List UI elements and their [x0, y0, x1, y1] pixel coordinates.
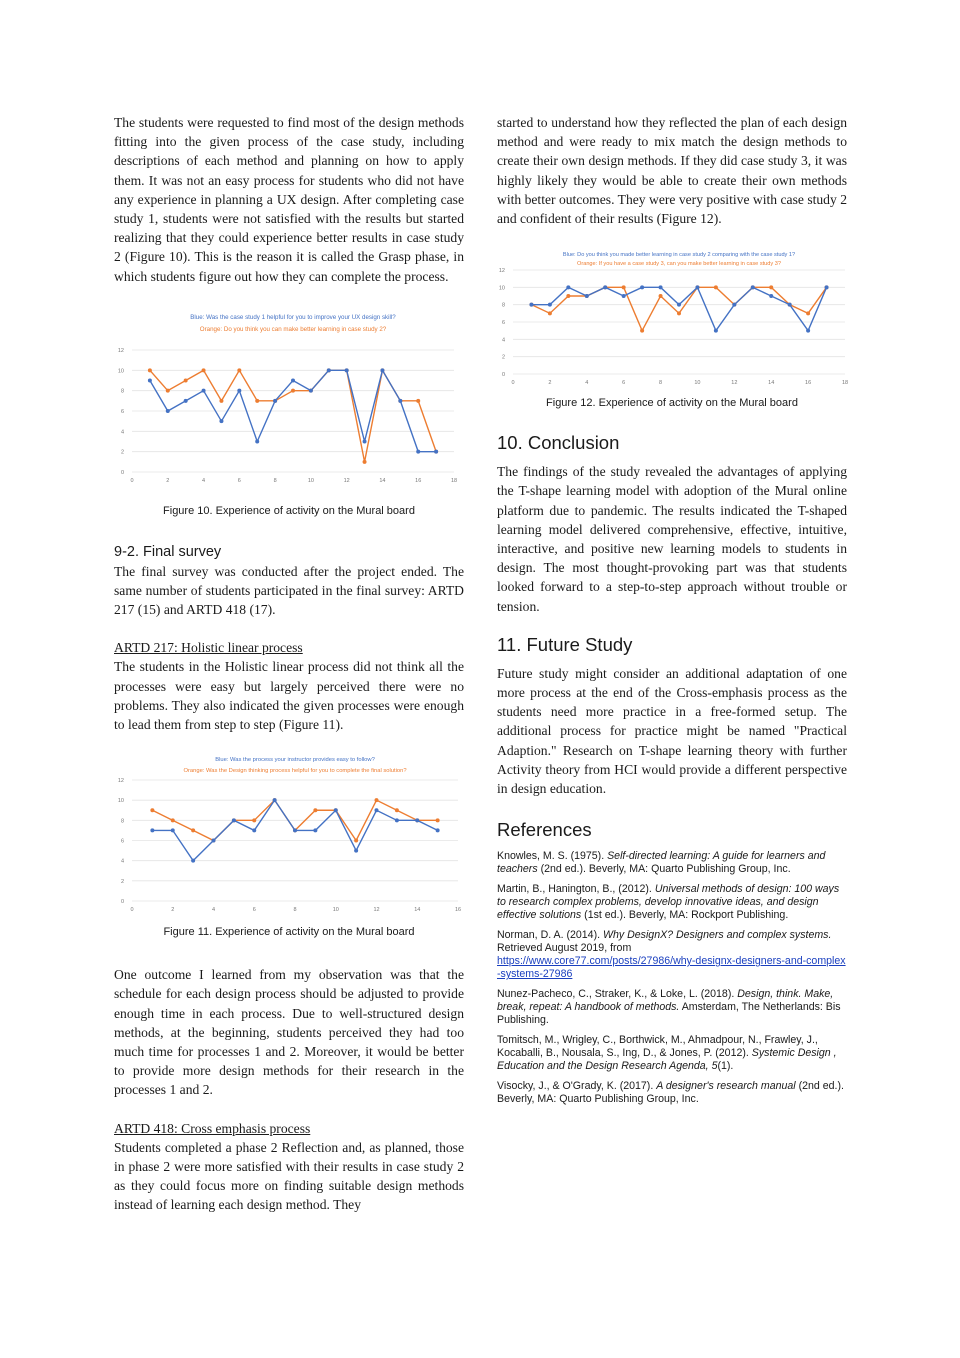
- ref-publisher: Retrieved August 2019, from: [497, 942, 632, 955]
- data-point: [184, 399, 188, 403]
- data-point: [529, 303, 533, 307]
- y-tick-label: 6: [120, 408, 124, 415]
- references-heading: References: [497, 819, 592, 841]
- data-point: [150, 829, 154, 833]
- data-point: [416, 399, 420, 403]
- y-tick-label: 8: [120, 818, 124, 825]
- figure-10-caption: Figure 10. Experience of activity on the Mural board: [163, 504, 415, 517]
- ref-title: Why DesignX? Designers and complex systems.: [602, 929, 832, 942]
- reference-item: [497, 850, 847, 876]
- series-line: [531, 288, 826, 331]
- ref-title: Self-directed learning: A guide for learners and teachers: [497, 850, 826, 876]
- data-point: [309, 388, 313, 392]
- reference-item: [497, 883, 847, 922]
- paragraph: The students in the Holistic linear process did not think all the processes were easy but largely perceived there were no problems. They also indicated the given processes were enough to lead them from step to step (Figure 11).: [114, 659, 464, 733]
- data-point: [395, 809, 399, 813]
- x-tick-label: 14: [768, 380, 775, 387]
- ref-title: A designer's research manual: [656, 1080, 796, 1093]
- y-tick-label: 8: [501, 302, 505, 309]
- chart-title-line: Orange: Do you think you can make better learning in case study 2?: [199, 325, 387, 333]
- paragraph: The students were requested to find most of the design methods fitting into the given process of the case study, including descriptions of each method and planning on how to apply them. It was not an easy process for students who did not have any experience in planning a UX design. After completing case study 1, students were not satisfied with the results but started realizing that they could experience better results in case study 2 (Figure 10). This is the reason it is called the Grasp phase, in which students figure out how they can complete the process.: [114, 115, 464, 284]
- data-point: [184, 378, 188, 382]
- data-point: [363, 439, 367, 443]
- reference-item: [497, 929, 847, 981]
- data-point: [395, 819, 399, 823]
- data-point: [677, 312, 681, 316]
- x-tick-label: 10: [332, 907, 339, 914]
- data-point: [166, 409, 170, 413]
- y-tick-label: 12: [498, 268, 505, 275]
- y-tick-label: 10: [117, 368, 124, 375]
- data-point: [255, 439, 259, 443]
- data-point: [566, 286, 570, 290]
- x-tick-label: 10: [307, 477, 314, 484]
- data-point: [171, 829, 175, 833]
- data-point: [232, 819, 236, 823]
- y-tick-label: 6: [120, 838, 124, 845]
- data-point: [191, 859, 195, 863]
- y-tick-label: 10: [117, 798, 124, 805]
- data-point: [806, 329, 810, 333]
- paragraph: The final survey was conducted after the project ended. The same number of students participated in the final survey: ARTD 217 (15) and ARTD 418 (17).: [114, 563, 464, 618]
- data-point: [714, 329, 718, 333]
- data-point: [416, 449, 420, 453]
- chart-title-line: Orange: If you have a case study 3, can you make better learning in case study 3?: [577, 261, 781, 268]
- data-point: [219, 419, 223, 423]
- data-point: [714, 286, 718, 290]
- data-point: [150, 809, 154, 813]
- x-tick-label: 12: [731, 380, 738, 387]
- x-tick-label: 18: [450, 477, 458, 484]
- data-point: [171, 819, 175, 823]
- ref-publisher: (1).: [717, 1060, 734, 1073]
- figure-10-chart: [114, 302, 464, 502]
- y-tick-label: 0: [501, 372, 505, 379]
- y-tick-label: 10: [498, 285, 505, 292]
- data-point: [640, 286, 644, 290]
- data-point: [148, 368, 152, 372]
- x-tick-label: 4: [585, 380, 589, 387]
- figure-11-chart: [114, 750, 464, 925]
- data-point: [191, 829, 195, 833]
- x-tick-label: 2: [171, 907, 175, 914]
- ref-title: Universal methods of design: 100 ways to research complex problems, develop innovative ideas, and design effective solutions: [497, 883, 840, 922]
- x-tick-label: 6: [622, 380, 626, 387]
- data-point: [566, 294, 570, 298]
- data-point: [769, 294, 773, 298]
- data-point: [659, 286, 663, 290]
- ref-title: Design, think. Make, break, repeat: A handbook of methods.: [497, 988, 834, 1014]
- x-tick-label: 4: [202, 477, 206, 484]
- data-point: [327, 368, 331, 372]
- conclusion-heading: 10. Conclusion: [497, 432, 620, 454]
- data-point: [252, 829, 256, 833]
- data-point: [202, 368, 206, 372]
- reference-item: [497, 988, 847, 1027]
- data-point: [354, 849, 358, 853]
- artd418-heading: ARTD 418: Cross emphasis process: [114, 1120, 311, 1136]
- ref-link[interactable]: https://www.core77.com/posts/27986/why-designx-designers-and-complex-systems-27986: [497, 955, 846, 981]
- data-point: [313, 829, 317, 833]
- x-tick-label: 8: [659, 380, 663, 387]
- y-tick-label: 8: [120, 388, 124, 395]
- ref-title: Systemic Design , Education and the Design Research Agenda, 5: [497, 1047, 837, 1073]
- data-point: [291, 388, 295, 392]
- x-tick-label: 6: [237, 477, 241, 484]
- y-tick-label: 2: [501, 354, 505, 361]
- paragraph: The findings of the study revealed the advantages of applying the T-shape learning model with adoption of the Mural online platform due to pandemic. The results indicated the T-shaped learning model delivered comprehensive, effective, intuitive, interactive, and positive new learning models to students in design. The most thought-provoking part was that students looked forward to a step-to-step approach without trouble or tension.: [497, 464, 847, 614]
- x-tick-label: 12: [373, 907, 380, 914]
- data-point: [380, 368, 384, 372]
- y-tick-label: 12: [117, 778, 124, 785]
- y-tick-label: 2: [120, 879, 124, 886]
- data-point: [273, 399, 277, 403]
- data-point: [237, 368, 241, 372]
- x-tick-label: 2: [548, 380, 552, 387]
- ref-publisher: (2nd ed.). Beverly, MA: Quarto Publishing Group, Inc.: [537, 863, 791, 876]
- data-point: [255, 399, 259, 403]
- data-point: [252, 819, 256, 823]
- x-tick-label: 2: [166, 477, 170, 484]
- ref-publisher: (2nd ed.). Beverly, MA: Quarto Publishing Group, Inc.: [497, 1080, 844, 1106]
- data-point: [659, 294, 663, 298]
- data-point: [273, 798, 277, 802]
- data-point: [398, 399, 402, 403]
- data-point: [354, 839, 358, 843]
- data-point: [585, 294, 589, 298]
- final-survey-heading: 9-2. Final survey: [114, 543, 222, 560]
- y-tick-label: 6: [501, 320, 505, 327]
- x-tick-label: 0: [130, 907, 134, 914]
- data-point: [622, 286, 626, 290]
- figure-12-chart: [497, 245, 847, 390]
- y-tick-label: 4: [501, 337, 505, 344]
- future-study-heading: 11. Future Study: [497, 633, 633, 655]
- x-tick-label: 14: [379, 477, 386, 484]
- artd217-heading: ARTD 217: Holistic linear process: [114, 640, 303, 656]
- data-point: [603, 286, 607, 290]
- series-line: [150, 370, 436, 461]
- paragraph: One outcome I learned from my observation was that the schedule for each design process should be adjusted to provide enough time in each process. Due to well-structured design methods, at the beginning, students perceived they had too much time for processes 1 and 2. Moreover, it would be better to provide more design methods for their research in the processes 1 and 2.: [114, 967, 464, 1098]
- data-point: [788, 303, 792, 307]
- data-point: [212, 839, 216, 843]
- paragraph: Students completed a phase 2 Reflection and, as planned, those in phase 2 were more satisfied with their results in case study 2 as they could focus more on finding suitable design methods instead of learning each design method. They: [114, 1139, 464, 1213]
- figure-12-caption: Figure 12. Experience of activity on the Mural board: [546, 397, 798, 410]
- x-tick-label: 16: [454, 907, 462, 914]
- data-point: [548, 303, 552, 307]
- ref-authors: Martin, B., Hanington, B., (2012).: [497, 883, 655, 896]
- data-point: [825, 286, 829, 290]
- data-point: [202, 388, 206, 392]
- x-tick-label: 4: [211, 907, 216, 914]
- data-point: [434, 449, 438, 453]
- x-tick-label: 16: [805, 380, 812, 387]
- data-point: [677, 303, 681, 307]
- data-point: [237, 388, 241, 392]
- x-tick-label: 0: [511, 380, 515, 387]
- reference-item: [497, 1080, 847, 1106]
- left-column: [114, 113, 464, 1214]
- data-point: [415, 819, 419, 823]
- x-tick-label: 8: [293, 907, 297, 914]
- data-point: [436, 829, 440, 833]
- data-point: [806, 312, 810, 316]
- chart-title-line: Blue: Do you think you made better learning in case study 2 comparing with the case study 1?: [562, 252, 796, 259]
- data-point: [363, 460, 367, 464]
- data-point: [375, 798, 379, 802]
- data-point: [548, 312, 552, 316]
- data-point: [148, 378, 152, 382]
- x-tick-label: 0: [130, 477, 134, 484]
- paragraph: Future study might consider an additional adaptation of one more process at the end of the Cross-emphasis process as the students need more practice in a free-formed setup. The additional process for practice might be named "Practical Adaption." Research on T-shape learning theory with further Activity theory from HCI would provide a different perspective in design education.: [497, 665, 847, 797]
- data-point: [732, 303, 736, 307]
- data-point: [219, 399, 223, 403]
- chart-title-line: Orange: Was the Design thinking process helpful for you to complete the final solution?: [183, 768, 407, 775]
- data-point: [291, 378, 295, 382]
- ref-authors: Tomitsch, M., Wrigley, C., Borthwick, M., Ahmadpour, N., Frawley, J., Kocaballi, B., Nousala, S., Ing, D., & Jones, P. (2012).: [497, 1034, 818, 1060]
- x-tick-label: 10: [694, 380, 701, 387]
- ref-authors: Norman, D. A. (2014).: [497, 929, 603, 942]
- data-point: [695, 286, 699, 290]
- y-tick-label: 2: [120, 449, 124, 456]
- data-point: [313, 809, 317, 813]
- y-tick-label: 0: [120, 899, 124, 906]
- ref-publisher: Amsterdam, The Netherlands: Bis Publishing.: [497, 1001, 841, 1027]
- data-point: [436, 819, 440, 823]
- ref-authors: Knowles, M. S. (1975).: [497, 850, 608, 863]
- y-tick-label: 12: [117, 347, 124, 354]
- ref-publisher: (1st ed.). Beverly, MA: Rockport Publishing.: [581, 909, 789, 922]
- data-point: [293, 829, 297, 833]
- y-tick-label: 4: [120, 429, 124, 436]
- reference-list: [497, 850, 847, 1106]
- data-point: [622, 294, 626, 298]
- x-tick-label: 8: [273, 477, 277, 484]
- figure-11-caption: Figure 11. Experience of activity on the Mural board: [163, 926, 415, 939]
- paragraph: started to understand how they reflected the plan of each design method and were ready to mix match the design methods to create their own design methods. If they did case study 3, it was highly likely they would be able to create their own methods with better outcomes. They were very positive with case study 2 and confident of their results (Figure 12).: [497, 115, 847, 227]
- data-point: [166, 388, 170, 392]
- ref-authors: Visocky, J., & O'Grady, K. (2017).: [497, 1080, 657, 1093]
- data-point: [751, 286, 755, 290]
- data-point: [769, 286, 773, 290]
- ref-authors: Nunez-Pacheco, C., Straker, K., & Loke, L. (2018).: [497, 988, 738, 1001]
- chart-title-line: Blue: Was the case study 1 helpful for you to improve your UX design skill?: [190, 313, 396, 321]
- x-tick-label: 16: [415, 477, 422, 484]
- x-tick-label: 14: [414, 907, 421, 914]
- x-tick-label: 18: [841, 380, 849, 387]
- data-point: [375, 809, 379, 813]
- data-point: [640, 329, 644, 333]
- series-line: [531, 288, 826, 331]
- reference-item: [497, 1034, 847, 1073]
- chart-title-line: Blue: Was the process your instructor provides easy to follow?: [215, 757, 375, 764]
- x-tick-label: 6: [252, 907, 256, 914]
- data-point: [334, 809, 338, 813]
- right-column: [497, 113, 847, 1113]
- y-tick-label: 4: [120, 858, 124, 865]
- data-point: [345, 368, 349, 372]
- x-tick-label: 12: [343, 477, 350, 484]
- y-tick-label: 0: [120, 469, 124, 476]
